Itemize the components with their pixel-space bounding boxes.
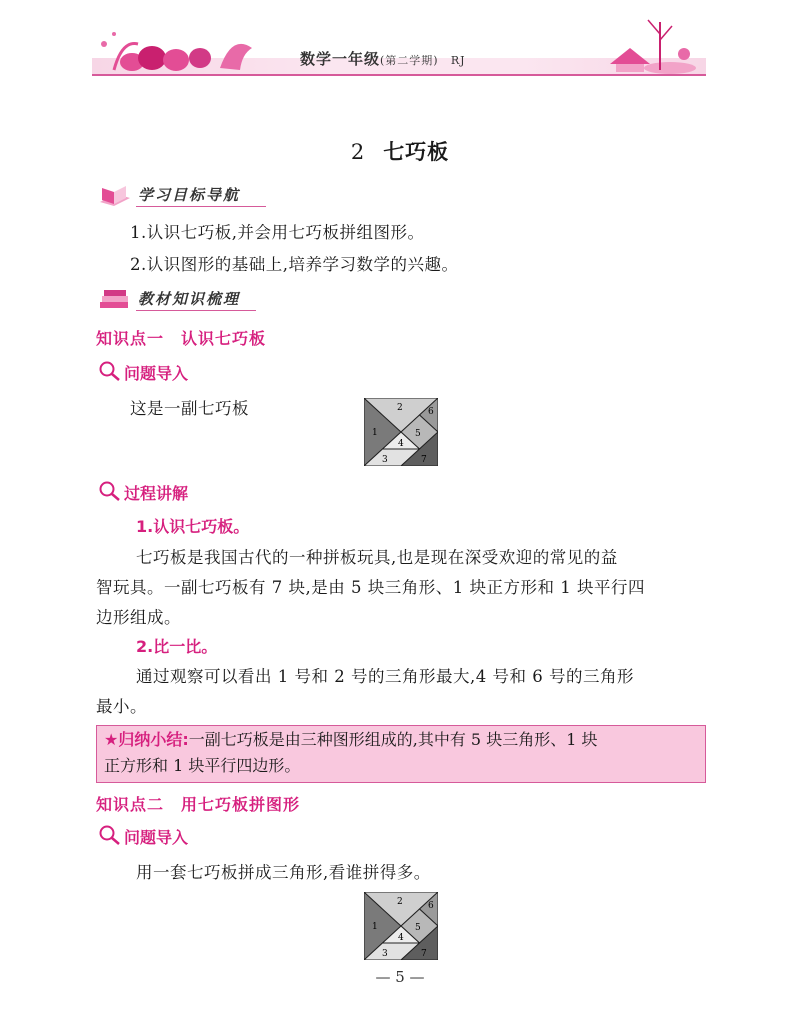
kp1-step2-heading: 2.比一比。 bbox=[136, 637, 218, 656]
lesson-name: 七巧板 bbox=[383, 139, 450, 164]
knowledge-underline bbox=[136, 310, 256, 311]
tangram-figure-1 bbox=[364, 398, 438, 466]
header-subject: 数学一年级 bbox=[300, 50, 381, 68]
tangram-figure-2 bbox=[364, 892, 438, 960]
tangram-label-2: 2 bbox=[397, 403, 403, 413]
tangram-label-5: 5 bbox=[415, 429, 421, 439]
summary-line2: 正方形和 1 块平行四边形。 bbox=[104, 756, 301, 775]
tangram-label-4: 4 bbox=[398, 933, 404, 943]
kp1-title: 知识点一 认识七巧板 bbox=[96, 329, 267, 348]
tangram-label-3: 3 bbox=[382, 949, 388, 959]
goal-item-1: 1.认识七巧板,并会用七巧板拼组图形。 bbox=[130, 223, 425, 242]
tangram-label-5: 5 bbox=[415, 923, 421, 933]
header-term: (第二学期) bbox=[380, 54, 439, 67]
summary-label: ★归纳小结: bbox=[104, 730, 189, 749]
magnifier-icon bbox=[98, 824, 122, 846]
summary-line1: 一副七巧板是由三种图形组成的,其中有 5 块三角形、1 块 bbox=[188, 730, 598, 749]
kp2-title: 知识点二 用七巧板拼图形 bbox=[96, 795, 301, 814]
kp1-step1-line1: 七巧板是我国古代的一种拼板玩具,也是现在深受欢迎的常见的益 bbox=[136, 548, 618, 567]
kp1-step1-line3: 边形组成。 bbox=[96, 608, 181, 627]
summary-text bbox=[104, 727, 702, 779]
header-title bbox=[300, 48, 466, 69]
header-edition: RJ bbox=[450, 54, 466, 67]
kp2-intro-text: 用一套七巧板拼成三角形,看谁拼得多。 bbox=[136, 863, 431, 882]
magnifier-icon bbox=[98, 480, 122, 502]
kp1-step2-line1: 通过观察可以看出 1 号和 2 号的三角形最大,4 号和 6 号的三角形 bbox=[136, 667, 634, 686]
lesson-title bbox=[0, 136, 800, 166]
kp1-process-heading: 过程讲解 bbox=[124, 484, 189, 503]
tangram-label-6: 6 bbox=[428, 901, 434, 911]
lesson-number: 2 bbox=[350, 140, 366, 164]
goals-underline bbox=[136, 206, 266, 207]
kp1-step1-heading: 1.认识七巧板。 bbox=[136, 517, 250, 536]
kp1-step2-line2: 最小。 bbox=[96, 697, 147, 716]
header-house-tree-icon bbox=[600, 14, 704, 76]
tangram-label-2: 2 bbox=[397, 897, 403, 907]
header-flowers-left-icon bbox=[92, 14, 292, 76]
tangram-label-6: 6 bbox=[428, 407, 434, 417]
books-stack-icon bbox=[96, 286, 134, 312]
tangram-label-7: 7 bbox=[421, 455, 427, 465]
knowledge-section-tag: 教材知识梳理 bbox=[138, 290, 241, 308]
goals-section-tag: 学习目标导航 bbox=[138, 186, 241, 204]
magnifier-icon bbox=[98, 360, 122, 382]
kp1-step1-line2: 智玩具。一副七巧板有 7 块,是由 5 块三角形、1 块正方形和 1 块平行四 bbox=[96, 578, 645, 597]
kp2-intro-heading: 问题导入 bbox=[124, 828, 189, 847]
kp1-intro-text: 这是一副七巧板 bbox=[130, 399, 249, 418]
tangram-label-4: 4 bbox=[398, 439, 404, 449]
tangram-label-1: 1 bbox=[372, 922, 378, 932]
kp1-intro-heading: 问题导入 bbox=[124, 364, 189, 383]
tangram-label-7: 7 bbox=[421, 949, 427, 959]
tangram-label-3: 3 bbox=[382, 455, 388, 465]
book-pencil-icon bbox=[96, 182, 134, 208]
page-number: — 5 — bbox=[375, 968, 425, 986]
tangram-label-1: 1 bbox=[372, 428, 378, 438]
goal-item-2: 2.认识图形的基础上,培养学习数学的兴趣。 bbox=[130, 255, 459, 274]
